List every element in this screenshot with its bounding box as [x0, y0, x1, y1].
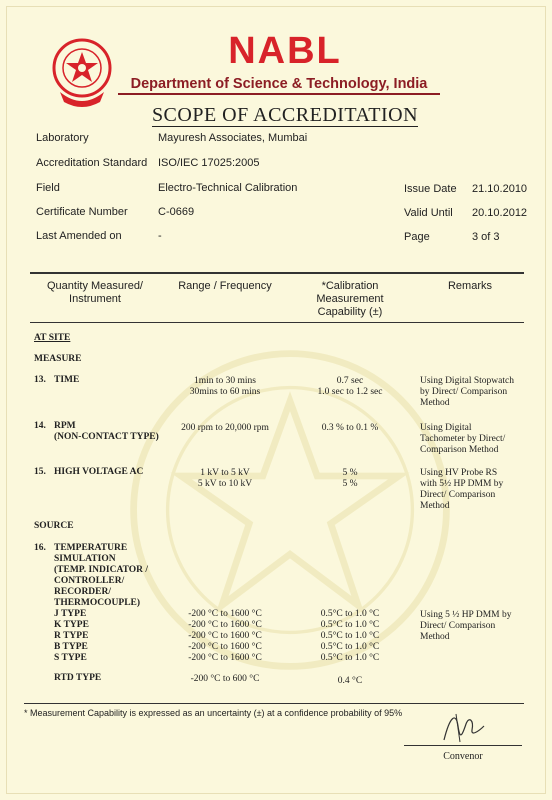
col-remarks-header: Remarks [447, 280, 492, 292]
amended-value: - [158, 230, 162, 242]
table-header-rule [30, 322, 524, 323]
tc-range: -200 °C to 1600 °C [188, 653, 262, 663]
col-range-header: Range / Frequency [178, 280, 272, 292]
issue-date-label: Issue Date [404, 183, 457, 195]
item-number: 15. [34, 467, 46, 477]
item-cmc: 0.3 % to 0.1 % [321, 423, 379, 433]
certificate-value: C-0669 [158, 206, 195, 218]
tc-range: -200 °C to 1600 °C [188, 642, 262, 652]
tc-type-list [54, 609, 89, 664]
col-cmc-header: *Calibration Measurement Capability (±) [316, 280, 384, 318]
laboratory-label: Laboratory [36, 132, 89, 144]
valid-until-value: 20.10.2012 [472, 207, 528, 219]
laboratory-value: Mayuresh Associates, Mumbai [158, 132, 308, 144]
department-name: Department of Science & Technology, India [118, 76, 440, 95]
item-remarks: Using 5 ½ HP DMM by Direct/ Comparison Method [420, 610, 512, 642]
item-number: 14. [34, 421, 46, 431]
signature-line [404, 745, 522, 746]
valid-until-label: Valid Until [404, 207, 453, 219]
tc-type: S TYPE [54, 653, 87, 663]
tc-range: -200 °C to 1600 °C [188, 620, 262, 630]
signatory-title: Convenor [443, 751, 483, 762]
item-cmc: 5 % 5 % [342, 468, 358, 489]
tc-type: K TYPE [54, 620, 89, 630]
item-range: 1 kV to 5 kV 5 kV to 10 kV [197, 468, 253, 489]
page-label: Page [404, 231, 430, 243]
col-quantity-header: Quantity Measured/ Instrument [47, 280, 143, 305]
item-name: TEMPERATURE SIMULATION (TEMP. INDICATOR / CONTROLLER/ RECORDER/ THERMOCOUPLE) [54, 543, 149, 608]
item-range: 1min to 30 mins 30mins to 60 mins [189, 376, 261, 397]
tc-range: -200 °C to 1600 °C [188, 631, 262, 641]
tc-cmc: 0.5°C to 1.0 °C [320, 631, 380, 641]
table-top-rule [30, 272, 524, 274]
page-title: SCOPE OF ACCREDITATION [151, 104, 419, 126]
footnote: * Measurement Capability is expressed as an uncertainty (±) at a confidence probability of 95% [24, 708, 403, 718]
tc-type: B TYPE [54, 642, 88, 652]
section-measure: MEASURE [34, 354, 82, 364]
tc-cmc: 0.5°C to 1.0 °C [320, 609, 380, 619]
section-source: SOURCE [34, 521, 74, 531]
footer-rule [24, 703, 524, 704]
field-value: Electro-Technical Calibration [158, 182, 298, 194]
amended-label: Last Amended on [36, 230, 122, 242]
item-number: 13. [34, 375, 46, 385]
item-cmc: 0.7 sec 1.0 sec to 1.2 sec [317, 376, 383, 397]
standard-value: ISO/IEC 17025:2005 [158, 157, 260, 169]
tc-cmc: 0.5°C to 1.0 °C [320, 653, 380, 663]
nabl-logo-icon [50, 36, 114, 108]
page-value: 3 of 3 [472, 231, 500, 243]
rtd-range: -200 °C to 600 °C [190, 674, 260, 684]
standard-label: Accreditation Standard [36, 157, 148, 169]
rtd-cmc: 0.4 °C [337, 676, 363, 686]
tc-range-list [170, 609, 280, 664]
org-name: NABL [228, 30, 342, 72]
rtd-type: RTD TYPE [54, 673, 102, 683]
item-name: RPM (NON-CONTACT TYPE) [54, 421, 159, 442]
item-remarks: Using Digital Tachometer by Direct/ Comparison Method [420, 423, 506, 455]
item-remarks: Using HV Probe RS with 5½ HP DMM by Direct/ Comparison Method [420, 468, 504, 511]
tc-type: J TYPE [54, 609, 87, 619]
item-name: TIME [54, 375, 80, 385]
item-remarks: Using Digital Stopwatch by Direct/ Comparison Method [420, 376, 514, 408]
tc-range: -200 °C to 1600 °C [188, 609, 262, 619]
field-label: Field [36, 182, 60, 194]
item-name: HIGH VOLTAGE AC [54, 467, 144, 477]
tc-type: R TYPE [54, 631, 89, 641]
signature-icon [436, 706, 496, 748]
tc-cmc-list [300, 609, 400, 664]
item-range: 200 rpm to 20,000 rpm [181, 423, 269, 433]
certificate-label: Certificate Number [36, 206, 128, 218]
issue-date-value: 21.10.2010 [472, 183, 528, 195]
tc-cmc: 0.5°C to 1.0 °C [320, 620, 380, 630]
section-at-site: AT SITE [34, 333, 71, 343]
item-number: 16. [34, 543, 46, 553]
tc-cmc: 0.5°C to 1.0 °C [320, 642, 380, 652]
